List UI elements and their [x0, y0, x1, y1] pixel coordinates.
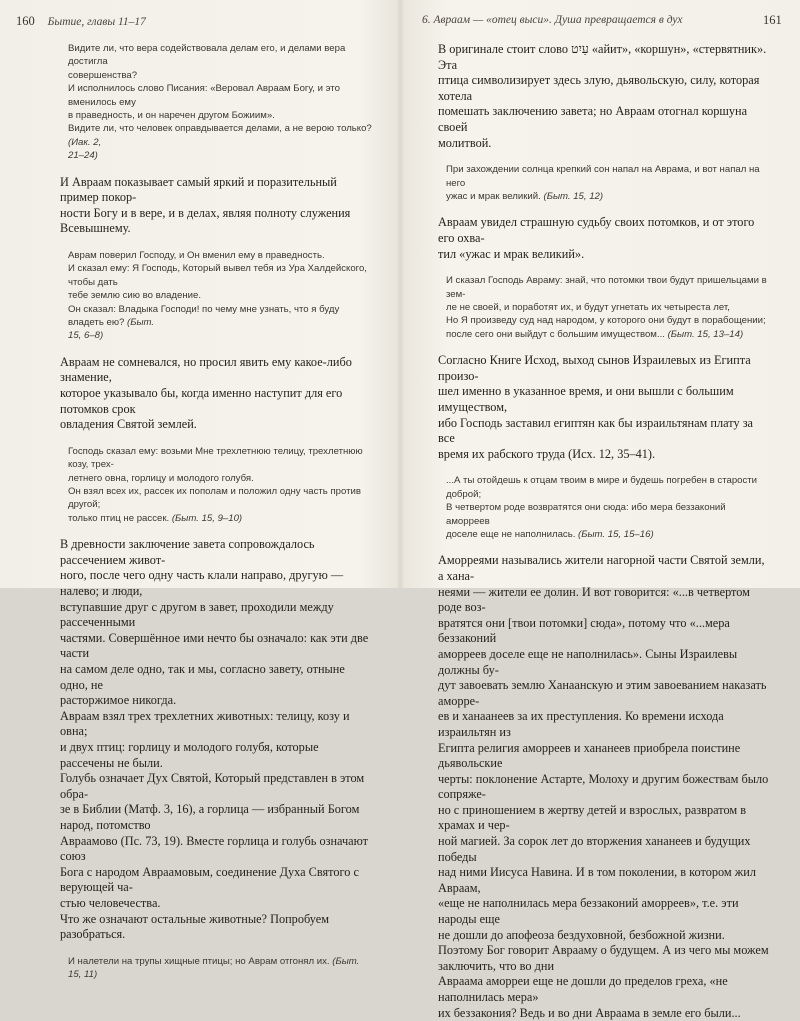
quote-reference: (Быт. 15, 9–10) — [171, 512, 243, 524]
quote-reference: (Быт. 15, 11) — [68, 955, 360, 981]
right-page — [400, 0, 800, 1020]
quote-reference: (Быт. 15, 12) — [543, 190, 604, 202]
right-running-head — [422, 13, 782, 27]
body-paragraph: Авраам взял трех трехлетних животных: телицу, козу и овна; и двух птиц: горлицу и молодого голубя, которые рассечены не были. Голубь означает Дух Святой, Который представлен в этом обра- зе в Библии (Матф. 3, 16), а горлица — избранный Богом народ, потомство Авраамово (Пс. 73, 19). Вместе горлица и голубь означают союз Бога с народом Авраамовым, соединение Духа Святого с верующей ча- стью человечества. — [60, 708, 369, 910]
body-paragraph: Что же означают остальные животные? Попробуем разобраться. — [60, 911, 329, 942]
scripture-quote — [68, 445, 374, 525]
scripture-quote — [68, 249, 374, 343]
scripture-quote — [446, 274, 770, 341]
left-page-number: 160 — [16, 14, 35, 28]
quote-text: При захождении солнца крепкий сон напал на Аврама, и вот напал на него ужас и мрак великий. — [446, 164, 760, 202]
body-paragraph: Авраам увидел страшную судьбу своих потомков, и от этого его охва- тил «ужас и мрак великий». — [438, 215, 755, 261]
left-running-head — [16, 14, 146, 29]
quote-reference: (Быт. 15, 6–8) — [68, 317, 155, 342]
quote-text: Аврам поверил Господу, и Он вменил ему в праведность. И сказал ему: Я Господь, Который вывел тебя из Ура Халдейского, чтобы дать тебе землю сию во владение. Он сказал: Владыка Господи! по чему мне узнать, что я буду владеть ею? — [68, 250, 367, 329]
quote-text: Видите ли, что вера содействовала делам его, и делами вера достигла совершенства? И исполнилось слово Писания: «Веровал Авраам Богу, и это вменилось ему в праведность, и он наречен другом Божиим». Видите ли, что человек оправдывается делами, а не верою только? — [68, 43, 372, 135]
quote-text: И налетели на трупы хищные птицы; но Аврам отгонял их. — [68, 955, 330, 967]
right-text-column — [438, 42, 770, 1021]
body-paragraph: В оригинале стоит слово עַיִט «айит», «коршун», «стервятник». Эта птица символизирует здесь злую, дьявольскую, силу, которая хотела помешать заключению завета; но Авраам отогнал коршуна своей молитвой. — [438, 42, 767, 150]
scripture-quote — [68, 42, 374, 163]
body-paragraph: Согласно Книге Исход, выход сынов Израилевых из Египта произо- шел именно в указанное время, и они вышли с большим имуществом, ибо Господь заставил египтян как бы израильтянам плату за все время их рабского труда (Исх. 12, 35–41). — [438, 353, 754, 461]
quote-reference: (Быт. 15, 15–16) — [578, 528, 654, 540]
body-paragraph: Аморреями назывались жители нагорной части Святой земли, а хана- неями — жители ее долин. И вот говорится: «...в четвертом роде воз- вратятся они [твои потомки] сюда», потому что «...мера беззаконий аморреев доселе еще не наполнилась». Сыны Израилевы должны бу- дут завоевать землю Ханаанскую и этим завоеванием наказать аморре- ев и ханаанеев за их преступления. Ко времени исхода израильтян из Египта религия аморреев и хананеев приобрела поистине дьявольские черты: поклонение Астарте, Молоху и другим божествам было сопряже- но с приношением в жертву детей и взрослых, развратом в храмах и чер- ной магией. За сорок лет до вторжения хананеев и будущих победы над ними Иисуса Навина. И в том поколении, в котором жил Авраам, «еще не наполнилась мера беззаконий аморреев», т.е. эти народы еще не дошли до апофеоза бездуховной, безбожной жизни. Поэтому Бог говорит Аврааму о будущем. А из чего мы можем заключить, что во дни Авраама аморреи еще не дошли до пределов греха, «не наполнилась мера» их беззакония? Ведь и во дни Авраама в земле его были... — [438, 553, 769, 1020]
scripture-quote — [68, 955, 374, 982]
quote-text: И сказал Господь Авраму: знай, что потомки твои будут пришельцами в зем- ле не своей, и поработят их, и будут угнетать их четыреста лет, Но Я произведу суд над народом, у которого они будут в порабощении; после сего они выйдут с большим имуществом... — [446, 275, 767, 340]
left-running-title: Бытие, главы 11–17 — [47, 16, 146, 28]
quote-text: ...А ты отойдешь к отцам твоим в мире и будешь погребен в старости доброй; В четвертом роде возвратятся они сюда: ибо мера беззаконий аморреев доселе еще не наполнилась. — [446, 475, 758, 540]
quote-reference: (Быт. 15, 13–14) — [667, 328, 744, 340]
scripture-quote — [446, 163, 770, 203]
quote-reference: (Иак. 2, 21–24) — [68, 136, 102, 162]
body-paragraph: Авраам не сомневался, но просил явить ему какое-либо знамение, которое указывало бы, когда именно наступит для его потомков срок овладения Святой землей. — [60, 354, 352, 432]
body-paragraph: И Авраам показывает самый яркий и поразительный пример покор- ности Богу и в вере, и в делах, являя полноту служения Всевышнему. — [60, 174, 351, 236]
left-text-column — [60, 42, 374, 982]
left-page — [0, 0, 400, 981]
right-page-number: 161 — [763, 13, 782, 27]
body-paragraph: В древности заключение завета сопровождалось рассечением живот- ного, после чего одну часть клали направо, другую — налево; и люди, вступавшие друг с другом в завет, проходили между рассеченными частями. Совершённое ими нечто бы означало: как эти две части на самом деле одно, так и мы, согласно завету, отныне одно, не расторжимое никогда. — [60, 537, 369, 708]
right-running-title: 6. Авраам — «отец выси». Душа превращается в дух — [422, 14, 683, 26]
scripture-quote — [446, 474, 770, 541]
quote-text: Господь сказал ему: возьми Мне трехлетнюю телицу, трехлетнюю козу, трех- летнего овна, горлицу и молодого голубя. Он взял всех их, рассек их пополам и положил одну часть против другой; только птиц не рассек. — [68, 445, 363, 524]
